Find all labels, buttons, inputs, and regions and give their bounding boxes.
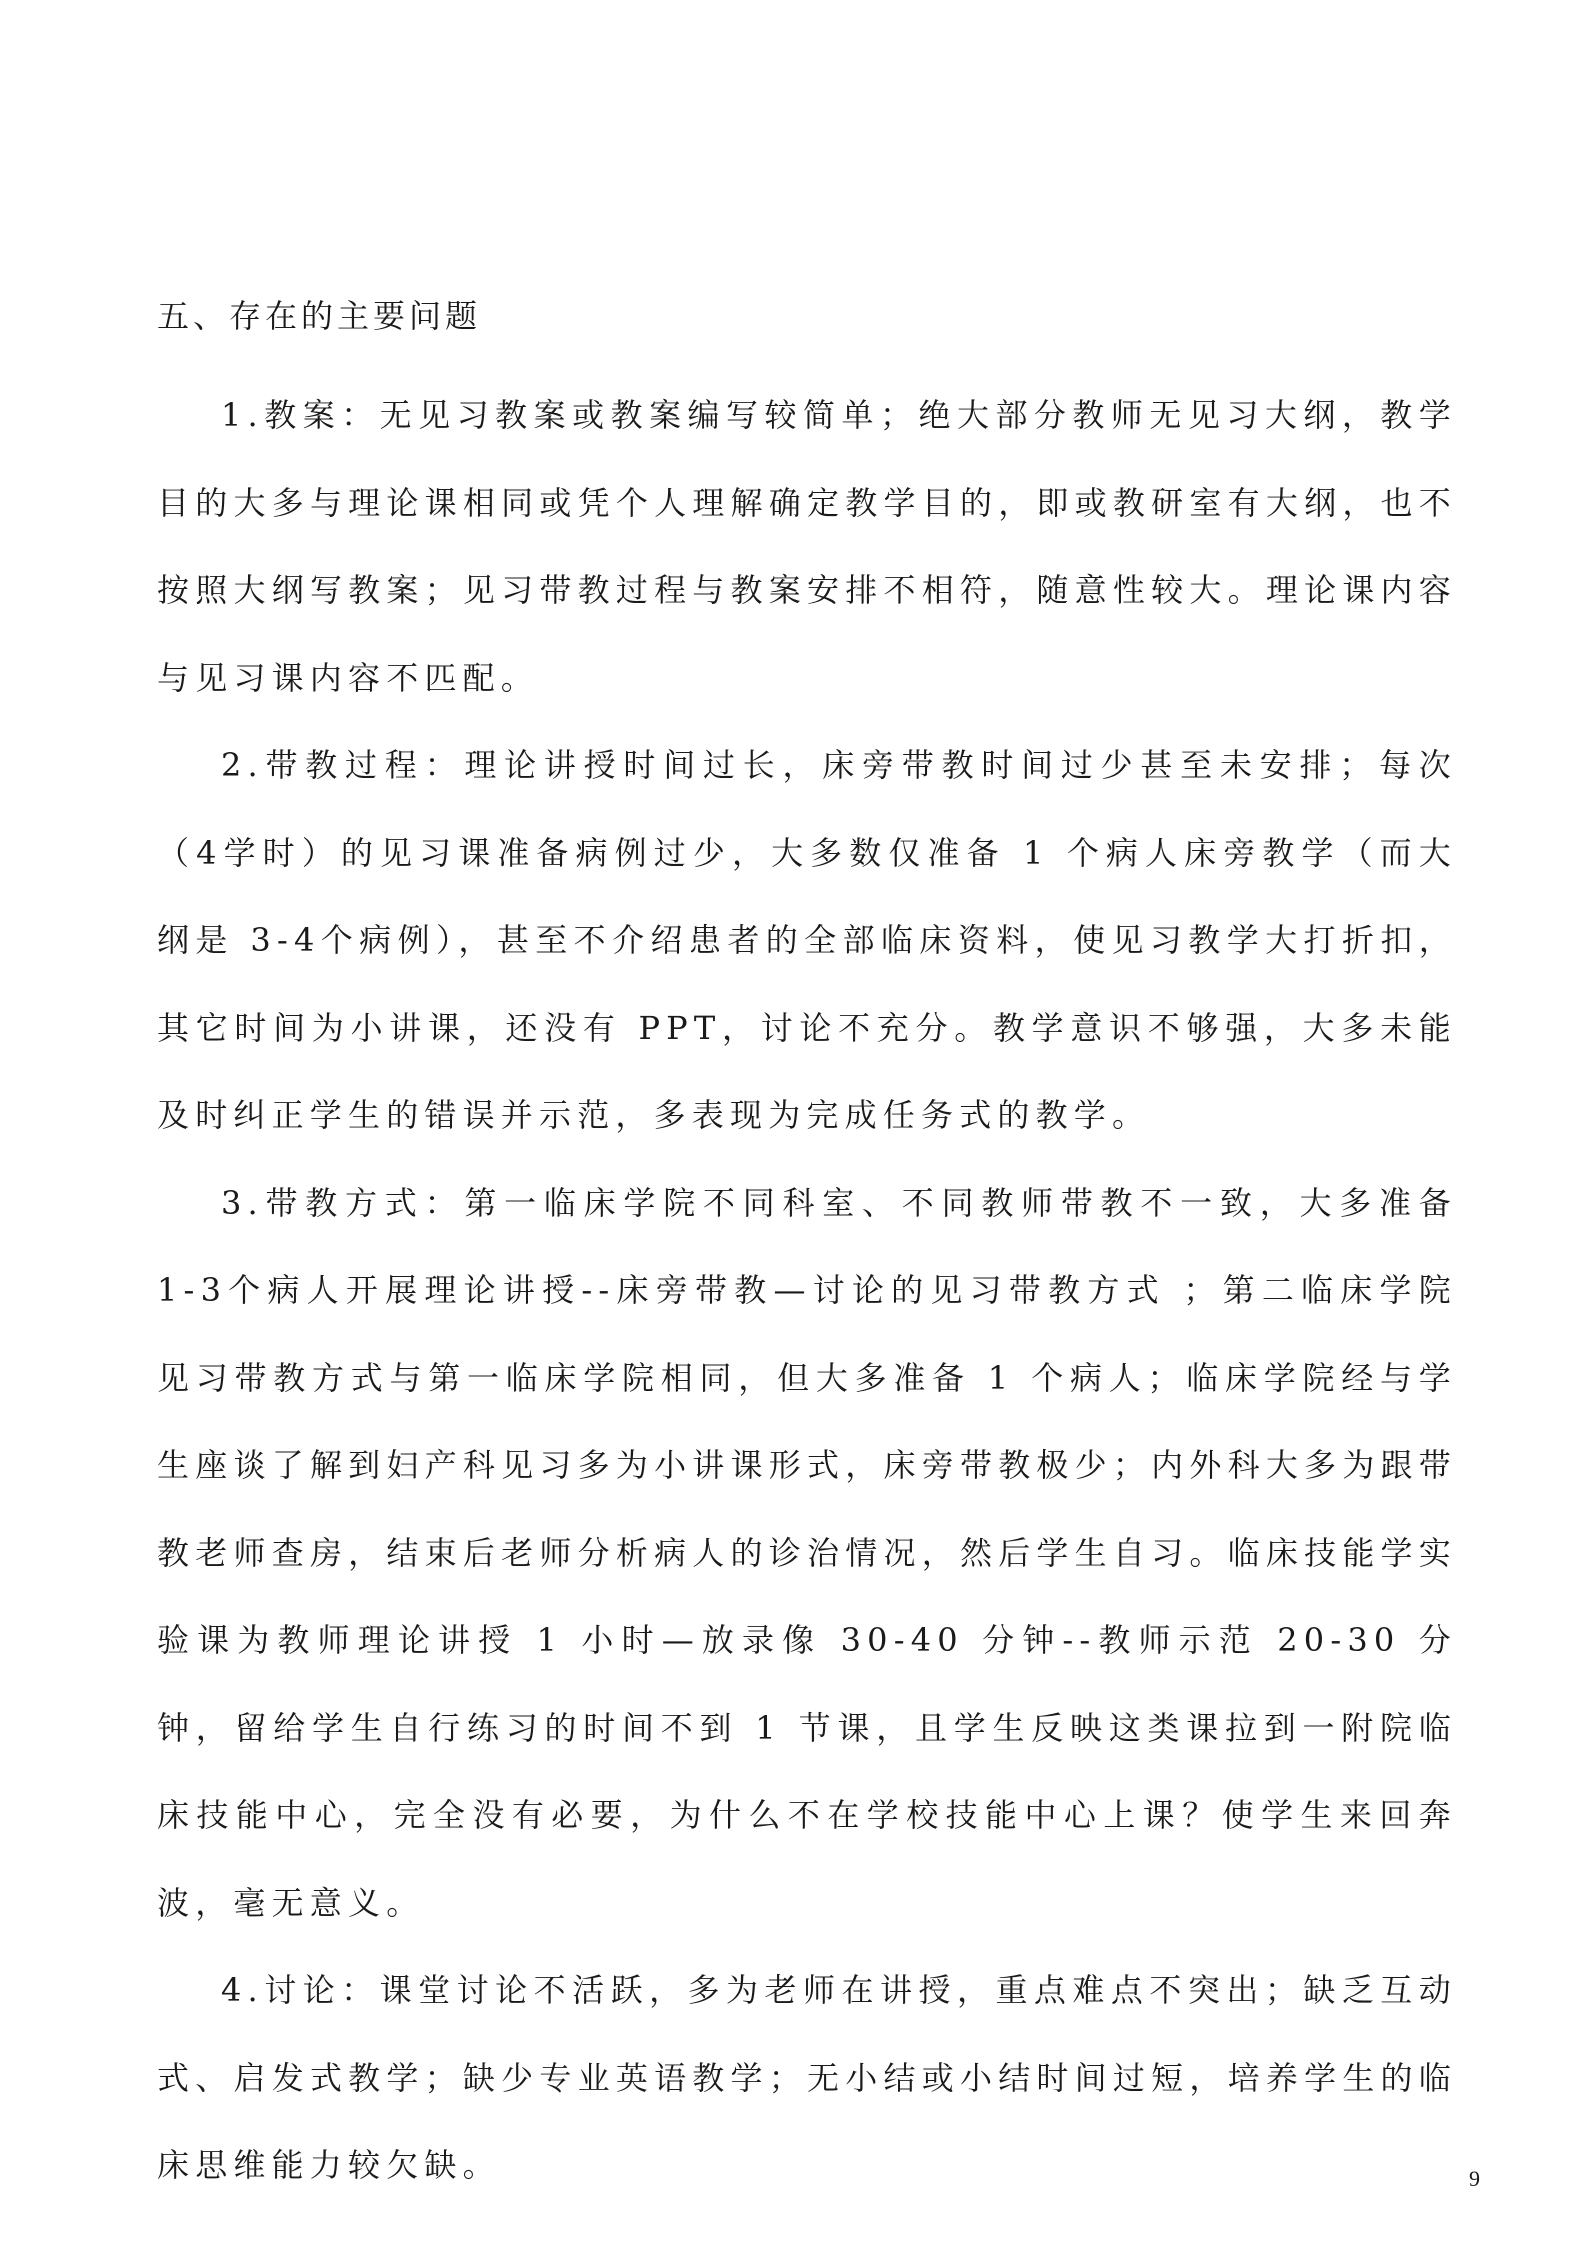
paragraph-teaching-process: 2.带教过程：理论讲授时间过长，床旁带教时间过少甚至未安排；每次（4学时）的见习课准备病例过少，大多数仅准备 1 个病人床旁教学（而大纲是 3-4个病例），甚至不介绍患者的全部临床资料，使见习教学大打折扣，其它时间为小讲课，还没有 PPT，讨论不充分。教学意识不够强，大多未能及时纠正学生的错误并示范，多表现为完成任务式的教学。: [157, 746, 1457, 1134]
paragraph-teaching-plan: 1.教案：无见习教案或教案编写较简单；绝大部分教师无见习大纲，教学目的大多与理论课相同或凭个人理解确定教学目的，即或教研室有大纲，也不按照大纲写教案；见习带教过程与教案安排不相符，随意性较大。理论课内容与见习课内容不匹配。: [157, 396, 1457, 697]
paragraph-teaching-method: 3.带教方式：第一临床学院不同科室、不同教师带教不一致，大多准备 1-3个病人开展理论讲授--床旁带教—讨论的见习带教方式 ；第二临床学院见习带教方式与第一临床学院相同，但大多准备 1 个病人；临床学院经与学生座谈了解到妇产科见习多为小讲课形式，床旁带教极少；内外科大多为跟带教老师查房，结束后老师分析病人的诊治情况，然后学生自习。临床技能学实验课为教师理论讲授 1 小时—放录像 30-40 分钟--教师示范 20-30 分钟，留给学生自行练习的时间不到 1 节课，且学生反映这类课拉到一附院临床技能中心，完全没有必要，为什么不在学校技能中心上课？使学生来回奔波，毫无意义。: [157, 1183, 1457, 1922]
paragraph-discussion: 4.讨论：课堂讨论不活跃，多为老师在讲授，重点难点不突出；缺乏互动式、启发式教学；缺少专业英语教学；无小结或小结时间过短，培养学生的临床思维能力较欠缺。: [157, 1971, 1457, 2184]
document-body: [157, 282, 1457, 2210]
page-number: 9: [1469, 2166, 1480, 2191]
section-heading: 五、存在的主要问题: [157, 297, 482, 335]
